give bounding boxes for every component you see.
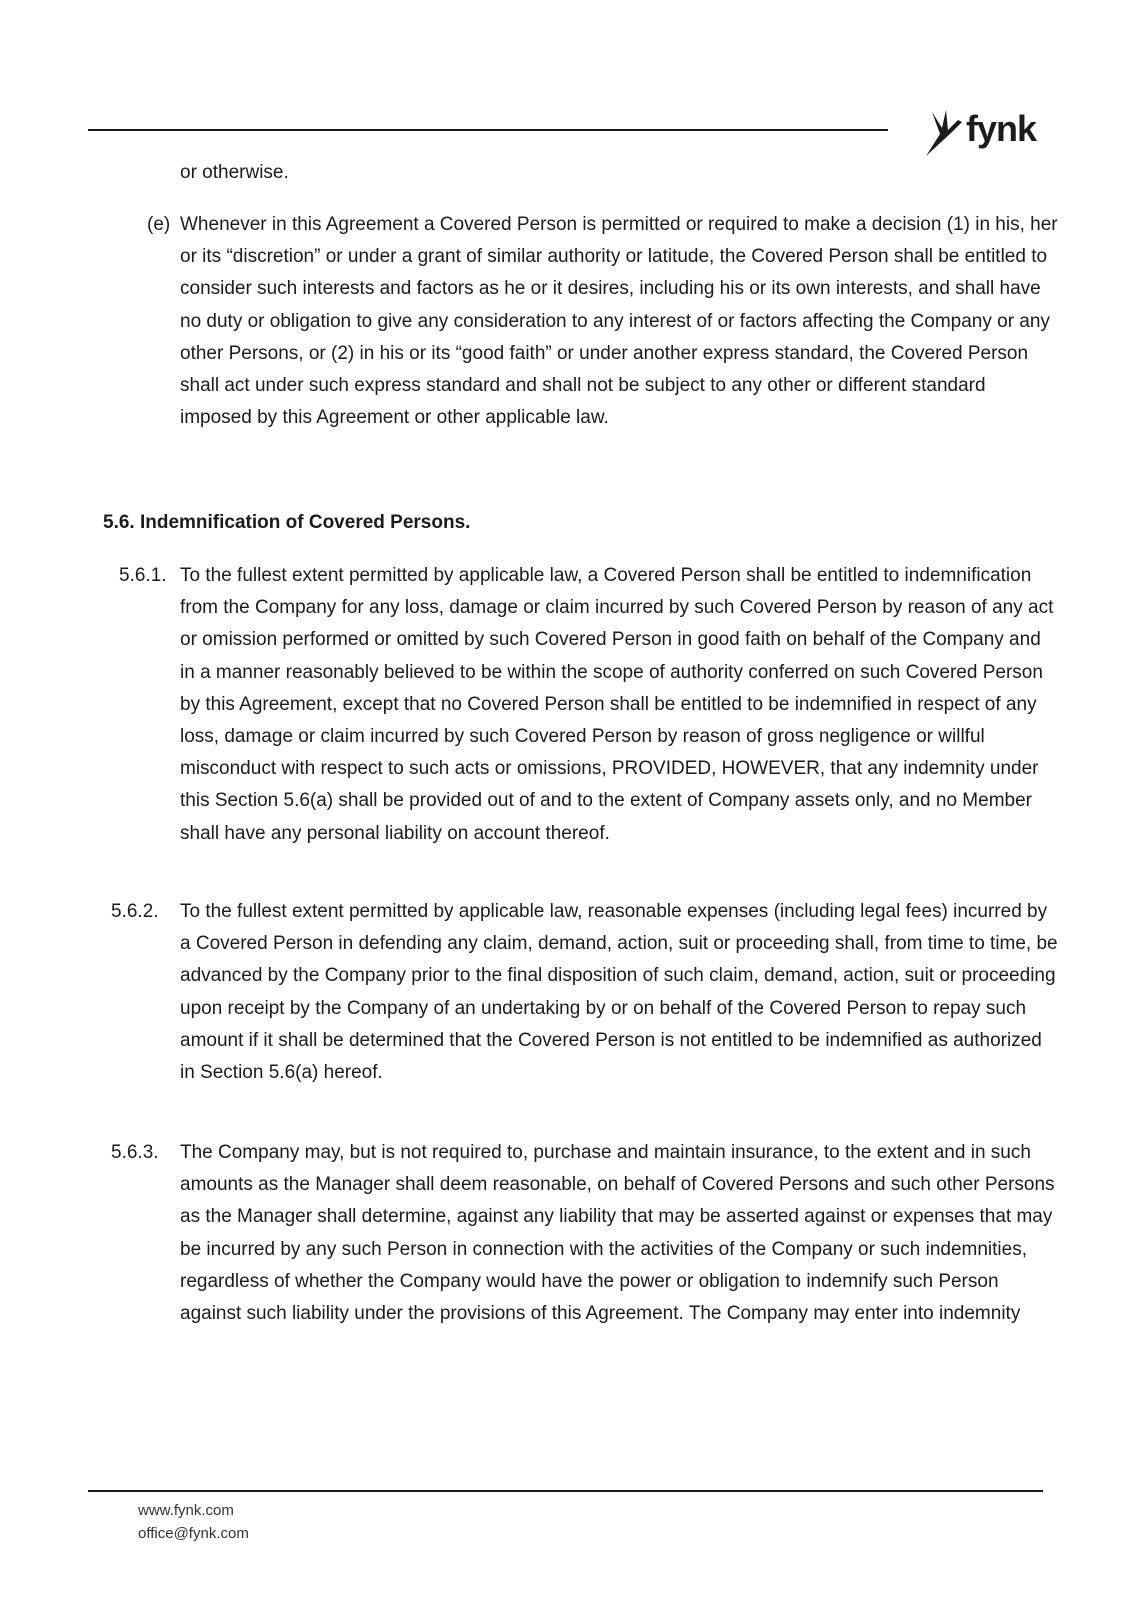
clause-text-5-6-2: To the fullest extent permitted by applicable law, reasonable expenses (including legal fees) incurred by a Covered Person in defending any claim, demand, action, suit or proceeding shall, from time to time, be advanced by the Company prior to the final disposition of such claim, demand, action, suit or proceeding upon receipt by the Company of an undertaking by or on behalf of the Covered Person to repay such amount if it shall be determined that the Covered Person is not entitled to be indemnified as authorized in Section 5.6(a) hereof. [180, 901, 1058, 1084]
footer-rule [88, 1490, 1043, 1492]
item-e-text: Whenever in this Agreement a Covered Person is permitted or required to make a decision (1) in his, her or its “discretion” or under a grant of similar authority or latitude, the Covered Person shall be entitled to consider such interests and factors as he or it desires, including his or its own interests, and shall have no duty or obligation to give any consideration to any interest of or factors affecting the Company or any other Persons, or (2) in his or its “good faith” or under another express standard, the Covered Person shall act under such express standard and shall not be subject to any other or different standard imposed by this Agreement or other applicable law. [180, 214, 1058, 429]
footer-website[interactable]: www.fynk.com [138, 1502, 234, 1519]
logo-text: fynk [966, 108, 1037, 149]
clause-label-5-6-1: 5.6.1. [119, 565, 167, 586]
fynk-bird-icon [918, 106, 964, 158]
clause-text-5-6-1: To the fullest extent permitted by applicable law, a Covered Person shall be entitled to indemnification from the Company for any loss, damage or claim incurred by such Covered Person by reason of any act or omission performed or omitted by such Covered Person in good faith on behalf of the Company and in a manner reasonably believed to be within the scope of authority conferred on such Covered Person by this Agreement, except that no Covered Person shall be entitled to be indemnified in respect of any loss, damage or claim incurred by such Covered Person by reason of gross negligence or willful misconduct with respect to such acts or omissions, PROVIDED, HOWEVER, that any indemnity under this Section 5.6(a) shall be provided out of and to the extent of Company assets only, and no Member shall have any personal liability on account thereof. [180, 565, 1054, 844]
clause-label-5-6-3: 5.6.3. [111, 1142, 159, 1163]
section-heading: 5.6. Indemnification of Covered Persons. [103, 512, 471, 533]
continuation-text: or otherwise. [180, 162, 289, 183]
footer-email[interactable]: office@fynk.com [138, 1525, 249, 1542]
logo [918, 104, 1048, 160]
item-e-label: (e) [147, 214, 171, 235]
clause-label-5-6-2: 5.6.2. [111, 901, 159, 922]
clause-text-5-6-3: The Company may, but is not required to, purchase and maintain insurance, to the extent and in such amounts as the Manager shall deem reasonable, on behalf of Covered Persons and such other Persons as the Manager shall determine, against any liability that may be asserted against or expenses that may be incurred by any such Person in connection with the activities of the Company or such indemnities, regardless of whether the Company would have the power or obligation to indemnify such Person against such liability under the provisions of this Agreement. The Company may enter into indemnity [180, 1142, 1055, 1325]
header-rule [88, 129, 888, 131]
